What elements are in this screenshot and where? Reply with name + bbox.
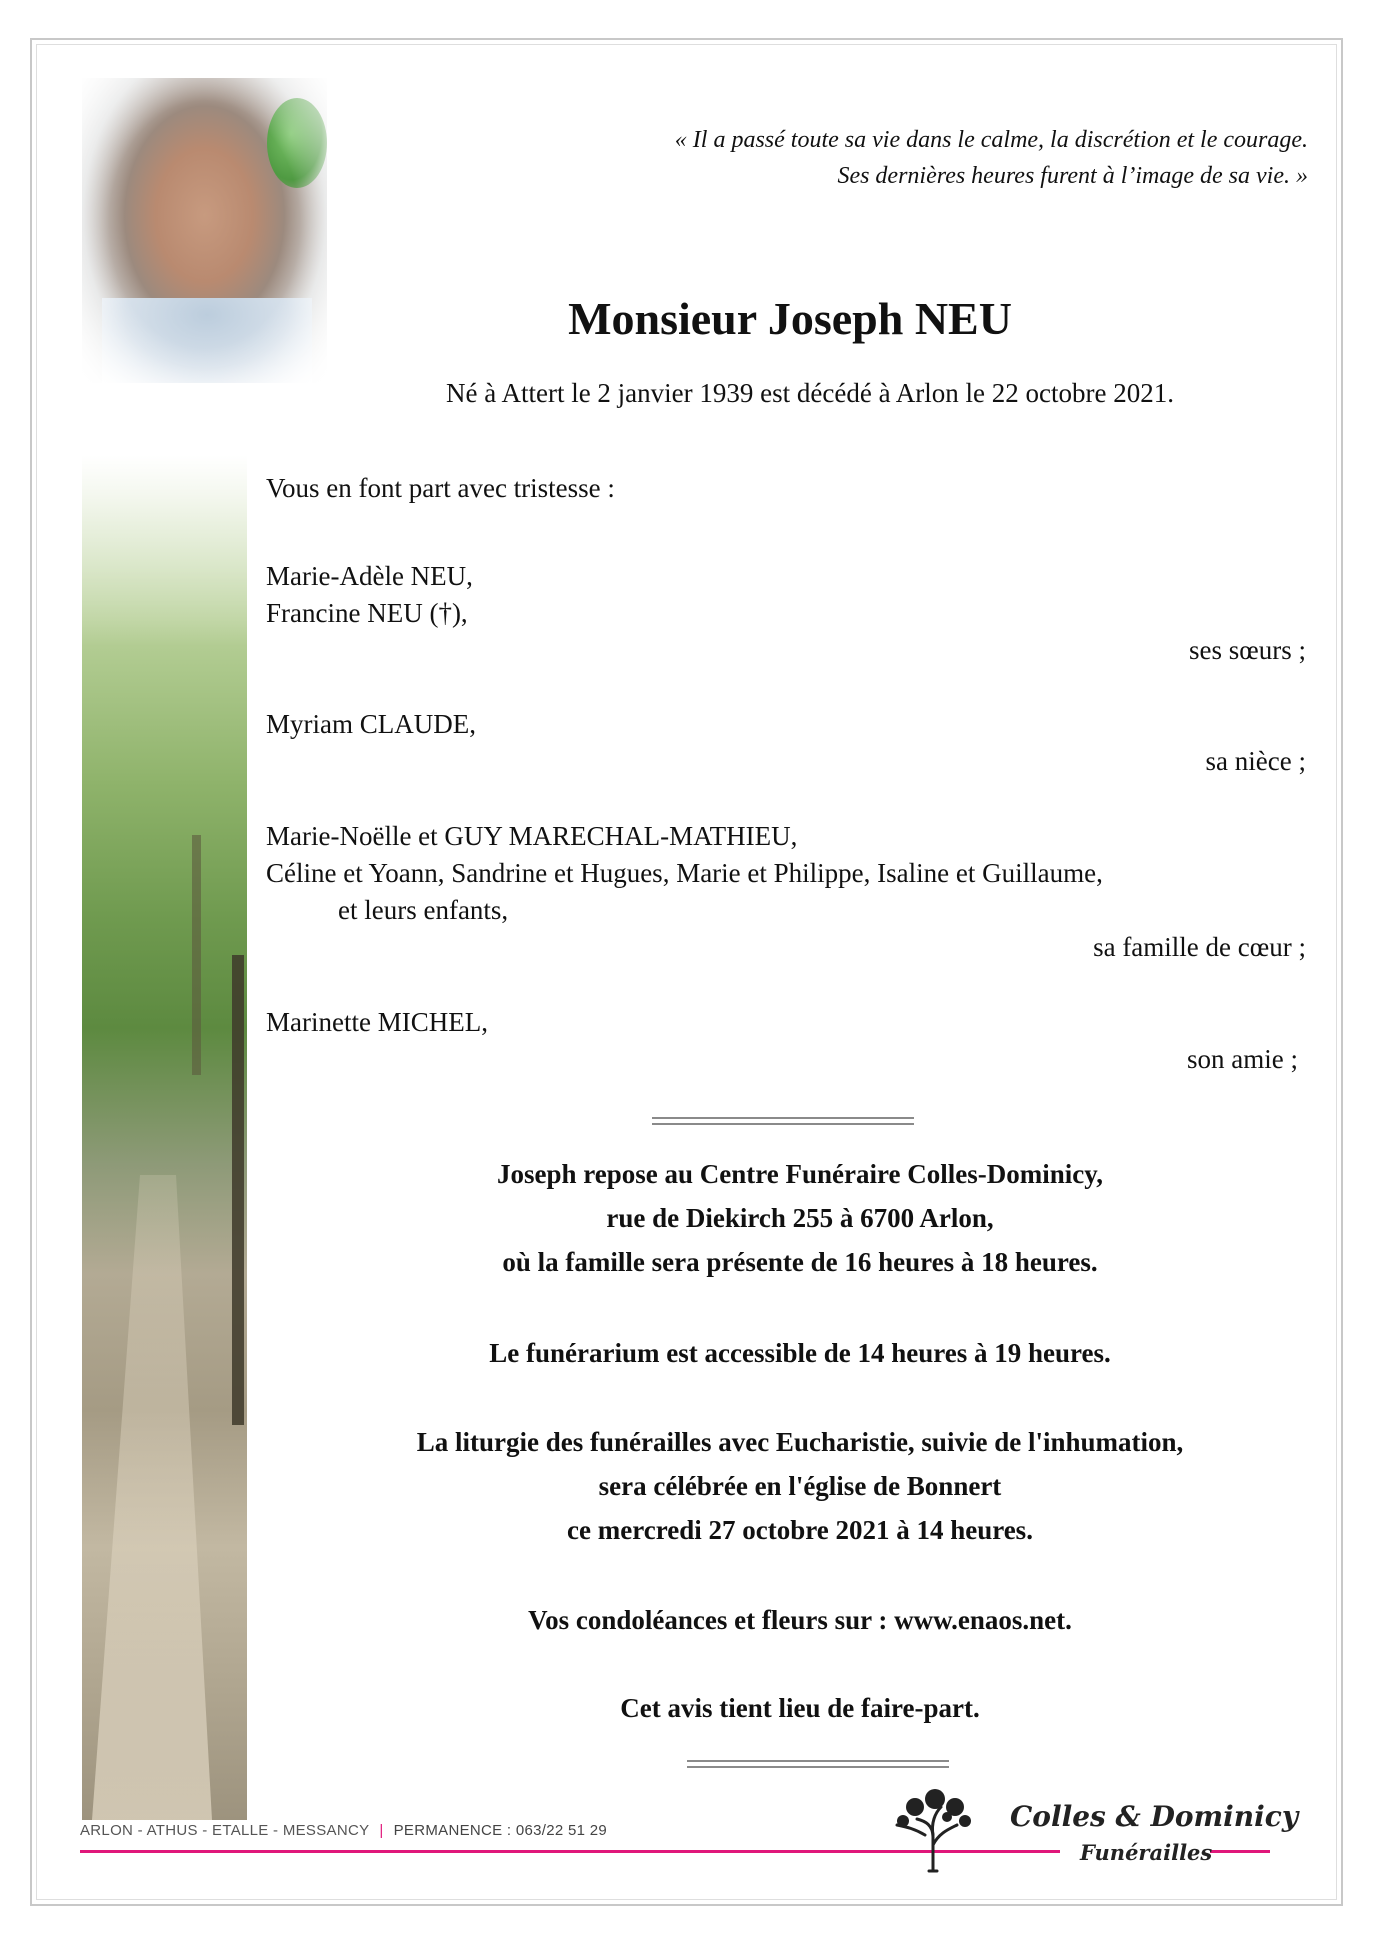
family-group-niece [266, 706, 1306, 780]
notice-info: Cet avis tient lieu de faire-part. [620, 1693, 980, 1723]
info-line: où la famille sera présente de 16 heures à 18 heures. [502, 1247, 1098, 1277]
tree-logo-icon [885, 1785, 985, 1873]
epitaph-quote [420, 122, 1308, 194]
divider [652, 1117, 914, 1125]
footer-locations [80, 1822, 607, 1839]
family-relation: sa famille de cœur ; [1093, 932, 1306, 962]
photo-vignette [82, 78, 327, 383]
quote-line: Ses dernières heures furent à l’image de sa vie. » [837, 163, 1308, 189]
condolences-info: Vos condoléances et fleurs sur : www.enaos.net. [528, 1605, 1072, 1635]
forest-path-image [82, 455, 247, 1820]
family-member: Marinette MICHEL, [266, 1007, 488, 1037]
brand-subtitle: Funérailles [1080, 1840, 1213, 1865]
tree-trunk [232, 955, 244, 1425]
info-line: Joseph repose au Centre Funéraire Colles-Dominicy, [497, 1159, 1103, 1189]
info-line: ce mercredi 27 octobre 2021 à 14 heures. [567, 1515, 1033, 1545]
family-group-heart [266, 818, 1306, 966]
family-relation: sa nièce ; [1205, 746, 1306, 776]
quote-line: « Il a passé toute sa vie dans le calme, la discrétion et le courage. [674, 127, 1308, 153]
family-member: Marie-Noëlle et GUY MARECHAL-MATHIEU, [266, 821, 798, 851]
access-info: Le funérarium est accessible de 14 heures à 19 heures. [489, 1338, 1111, 1368]
footer-separator: | [379, 1822, 384, 1839]
info-line: La liturgie des funérailles avec Eucharistie, suivie de l'inhumation, [416, 1427, 1184, 1457]
forest-path [92, 1175, 212, 1820]
brand-name: Colles & Dominicy [1010, 1800, 1299, 1833]
portrait-photo [82, 78, 327, 383]
family-member: et leurs enfants, [338, 895, 509, 925]
family-member: Marie-Adèle NEU, [266, 561, 473, 591]
locations-text: ARLON - ATHUS - ETALLE - MESSANCY [80, 1822, 370, 1839]
repose-info [300, 1152, 1300, 1284]
deceased-name: Monsieur Joseph NEU [568, 293, 1012, 344]
family-relation: ses sœurs ; [1188, 635, 1306, 665]
info-line: sera célébrée en l'église de Bonnert [598, 1471, 1002, 1501]
family-group-sisters [266, 558, 1306, 669]
permanence-phone: PERMANENCE : 063/22 51 29 [393, 1822, 608, 1839]
family-group-friend [266, 1004, 1306, 1078]
family-member: Francine NEU (†), [266, 598, 468, 628]
tree-trunk [192, 835, 201, 1075]
birth-death-dates: Né à Attert le 2 janvier 1939 est décédé à Arlon le 22 octobre 2021. [445, 378, 1174, 408]
liturgy-info [300, 1420, 1300, 1552]
info-line: rue de Diekirch 255 à 6700 Arlon, [606, 1203, 994, 1233]
footer-accent-line [1210, 1850, 1270, 1853]
announcement: Vous en font part avec tristesse : [266, 473, 615, 503]
family-relation: son amie ; [1187, 1044, 1298, 1074]
family-member: Myriam CLAUDE, [266, 709, 476, 739]
family-member: Céline et Yoann, Sandrine et Hugues, Marie et Philippe, Isaline et Guillaume, [266, 858, 1103, 888]
divider [687, 1760, 949, 1768]
